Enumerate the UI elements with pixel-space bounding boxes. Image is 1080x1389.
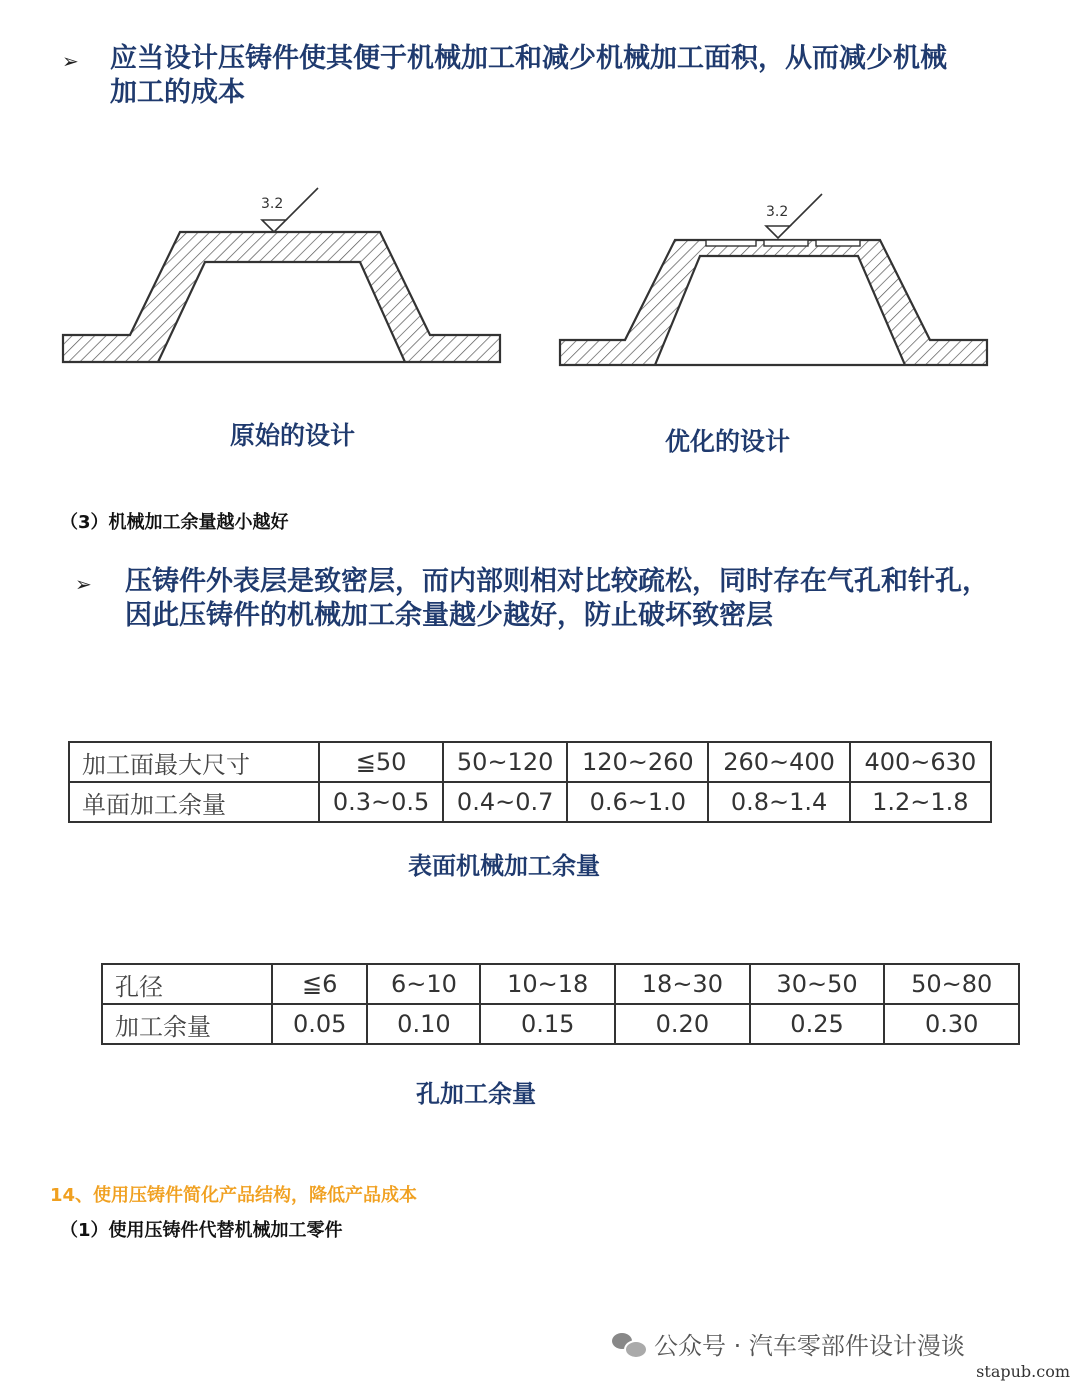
bullet-line-2: 加工的成本 (110, 77, 245, 108)
table-cell: 400~630 (850, 742, 991, 782)
section-14-heading: 14、使用压铸件简化产品结构，降低产品成本 (50, 1185, 418, 1206)
table-cell: 6~10 (367, 964, 480, 1004)
table-cell: 0.3~0.5 (319, 782, 443, 822)
bullet-line-1: 应当设计压铸件使其便于机械加工和减少机械加工面积，从而减少机械 (110, 43, 947, 74)
caption-surface-allowance: 表面机械加工余量 (408, 852, 600, 880)
roughness-value-left: 3.2 (261, 196, 284, 212)
bullet-line-2: 因此压铸件的机械加工余量越少越好，防止破坏致密层 (125, 600, 773, 631)
table-cell: 0.30 (884, 1004, 1019, 1044)
table-cell: 0.6~1.0 (567, 782, 708, 822)
table-cell: 加工余量 (102, 1004, 272, 1044)
table-cell: 0.4~0.7 (443, 782, 567, 822)
surface-allowance-table (68, 741, 992, 823)
table-cell: 0.10 (367, 1004, 480, 1044)
table-cell: 50~120 (443, 742, 567, 782)
table-cell: 孔径 (102, 964, 272, 1004)
roughness-value-right: 3.2 (766, 204, 789, 220)
table-cell: 1.2~1.8 (850, 782, 991, 822)
table-cell: 0.15 (480, 1004, 615, 1044)
subheading-machining-allowance: （3）机械加工余量越小越好 (60, 512, 289, 533)
bullet-arrow-icon: ➢ (75, 572, 92, 596)
optimized-design-drawing (560, 240, 987, 365)
table-cell: ≦50 (319, 742, 443, 782)
table-cell: 0.25 (750, 1004, 885, 1044)
caption-optimized-design: 优化的设计 (665, 427, 791, 456)
table-cell: 50~80 (884, 964, 1019, 1004)
roughness-symbol-left (261, 188, 318, 232)
table-cell: 0.05 (272, 1004, 367, 1044)
original-design-drawing (63, 232, 500, 362)
bullet-machining-cost (62, 42, 1042, 114)
roughness-symbol-right (766, 194, 822, 238)
wechat-icon (612, 1331, 646, 1357)
table-cell: 加工面最大尺寸 (69, 742, 319, 782)
design-comparison-figure (0, 170, 1080, 470)
table-row (69, 782, 991, 822)
bullet-dense-layer (75, 565, 1065, 637)
bullet-arrow-icon: ➢ (62, 49, 79, 73)
caption-original-design: 原始的设计 (230, 421, 356, 450)
table-cell: 18~30 (615, 964, 750, 1004)
table-cell: 0.20 (615, 1004, 750, 1044)
wechat-watermark (612, 1326, 965, 1361)
table-cell: ≦6 (272, 964, 367, 1004)
table-row (102, 964, 1019, 1004)
table-row (69, 742, 991, 782)
table-cell: 120~260 (567, 742, 708, 782)
table-cell: 0.8~1.4 (708, 782, 849, 822)
table-cell: 260~400 (708, 742, 849, 782)
bullet-line-1: 压铸件外表层是致密层，而内部则相对比较疏松，同时存在气孔和针孔， (125, 566, 989, 597)
table-cell: 单面加工余量 (69, 782, 319, 822)
table-cell: 10~18 (480, 964, 615, 1004)
watermark-text: 公众号 · 汽车零部件设计漫谈 (654, 1332, 965, 1360)
subheading-replace-machined-parts: （1）使用压铸件代替机械加工零件 (60, 1220, 343, 1241)
table-cell: 30~50 (750, 964, 885, 1004)
table-row (102, 1004, 1019, 1044)
footer-url: stapub.com (976, 1362, 1070, 1381)
caption-hole-allowance: 孔加工余量 (416, 1080, 536, 1108)
hole-allowance-table (101, 963, 1020, 1045)
